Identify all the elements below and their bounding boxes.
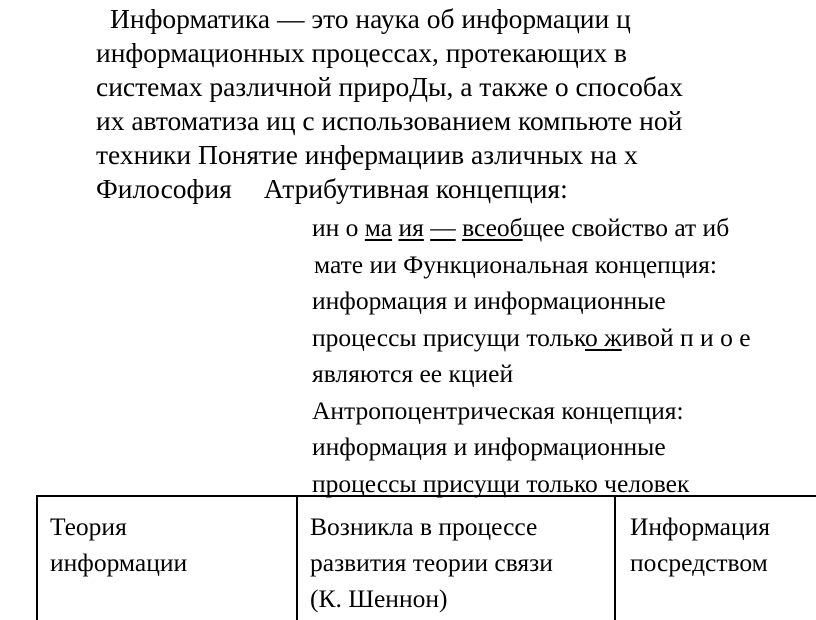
underlined-dash: — <box>430 213 456 242</box>
word: информационные <box>473 286 666 315</box>
text-run: процессы присущи тольк <box>312 322 585 352</box>
concept-line <box>312 356 812 393</box>
word: информация <box>312 286 448 315</box>
text-run: ивой п и о е <box>621 322 751 352</box>
philosophy-label: Философия <box>96 173 232 204</box>
word <box>462 213 565 242</box>
concepts-block <box>312 210 812 502</box>
word: щее <box>522 213 565 242</box>
table-cell <box>616 497 816 620</box>
word: информация <box>312 432 448 461</box>
concept-line <box>312 429 812 466</box>
word: связи <box>494 548 553 577</box>
info-table <box>36 495 816 620</box>
word: в <box>419 512 432 541</box>
word: и <box>453 432 468 461</box>
word: свойство <box>571 213 668 242</box>
cell-line <box>310 545 604 581</box>
word: иб <box>702 213 730 242</box>
underlined-text: о ж <box>585 322 622 352</box>
word: ин <box>312 213 340 242</box>
cell-line <box>310 509 604 545</box>
word: являются <box>312 359 414 388</box>
word: теории <box>412 548 488 577</box>
word: информационные <box>473 432 666 461</box>
cell-text: посредством <box>630 548 768 577</box>
table-cell <box>38 497 298 620</box>
cell-text: информации <box>50 548 188 577</box>
word: ат <box>674 213 697 242</box>
cell-text: Теория <box>50 512 127 541</box>
word: кцией <box>448 359 514 388</box>
word: развития <box>310 548 407 577</box>
functional-concept-heading: мате ии Функциональная концепция: <box>314 249 717 279</box>
word: процессе <box>438 512 538 541</box>
intro-line: их автоматиза иц с использованием компьюте ной <box>96 105 683 136</box>
concept-line <box>312 210 812 247</box>
anthropocentric-concept-heading: Антропоцентрическая концепция: <box>312 395 684 425</box>
attributive-concept-heading: Атрибутивная концепция: <box>263 173 568 204</box>
concept-line <box>312 320 812 357</box>
word: о <box>345 213 359 242</box>
word: и <box>453 286 468 315</box>
intro-line: Информатика — это наука об информации ц <box>110 3 631 34</box>
intro-paragraph <box>96 2 806 206</box>
concept-line: процессы присущи только человек <box>312 468 690 498</box>
table-cell <box>298 497 616 620</box>
underlined-word: ия <box>398 213 424 242</box>
underlined-word: всеоб <box>462 213 523 242</box>
intro-line-last <box>96 172 806 206</box>
cell-text: (К. Шеннон) <box>310 584 448 613</box>
underlined-word: ма <box>364 213 393 242</box>
cell-text: Информация <box>630 512 771 541</box>
intro-line: системах различной прироДы, а также о способах <box>96 71 683 102</box>
word: Возникла <box>310 512 414 541</box>
concept-line <box>312 283 812 320</box>
word: ее <box>419 359 443 388</box>
intro-line: техники Понятие инфермациив азличных на х <box>96 139 638 170</box>
intro-line: информационных процессах, протекающих в <box>96 37 628 68</box>
